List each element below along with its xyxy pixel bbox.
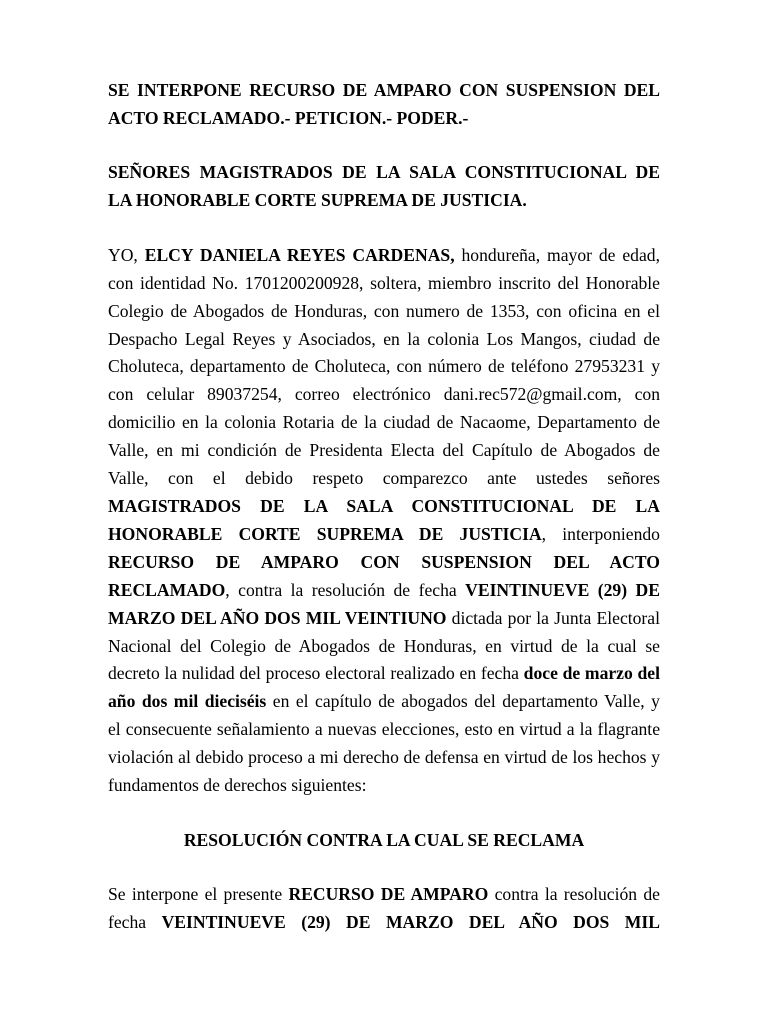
addressee-heading-line: LA HONORABLE CORTE SUPREMA DE JUSTICIA. [108,190,527,211]
resolution-date-part: VEINTINUEVE (29) DE [465,579,660,600]
text-run: dictada por la Junta Electoral [446,607,660,628]
text-run: contra la resolución de [488,884,660,905]
intro-paragraph-line [108,577,660,605]
election-date-part: año dos mil dieciséis [108,691,267,712]
intro-paragraph-line: fundamentos de derechos siguientes: [108,775,367,796]
text-run: decreto la nulidad del proceso electoral realizado en fecha [108,663,524,684]
intro-paragraph-line: Choluteca, departamento de Choluteca, con número de teléfono 27953231 y [108,356,660,377]
election-date-part: doce de marzo del [523,663,660,684]
text-run: Se interpone el presente [108,884,289,905]
text-run: , contra la resolución de fecha [225,579,466,600]
text-run: hondureña, mayor de edad, [454,244,660,265]
addressee-heading-line: SEÑORES MAGISTRADOS DE LA SALA CONSTITUCIONAL DE [108,162,660,183]
text-run: , interponiendo [541,523,660,544]
addressee-heading [108,159,660,215]
intro-paragraph-line [108,521,660,549]
petition-heading-line: ACTO RECLAMADO.- PETICION.- PODER.- [108,107,469,128]
intro-paragraph [108,242,660,800]
intro-paragraph-line [108,242,660,270]
petition-heading-line: SE INTERPONE RECURSO DE AMPARO CON SUSPENSION DEL [108,80,660,100]
resolution-date-part: VEINTINUEVE (29) DE MARZO DEL AÑO DOS MIL [161,911,660,932]
intro-paragraph-line: Colegio de Abogados de Honduras, con numero de 1353, con oficina en el [108,300,660,321]
intro-paragraph-line: domicilio en la colonia Rotaria de la ciudad de Nacaome, Departamento de [108,412,660,433]
petition-heading [108,77,660,133]
remedy-name-part: RECURSO DE AMPARO CON SUSPENSION DEL ACTO [108,551,660,572]
court-name-part: HONORABLE CORTE SUPREMA DE JUSTICIA [108,523,542,544]
intro-paragraph-line: el consecuente señalamiento a nuevas elecciones, esto en virtud a la flagrante [108,719,660,740]
intro-paragraph-line: Despacho Legal Reyes y Asociados, en la colonia Los Mangos, ciudad de [108,328,660,349]
intro-paragraph-line [108,660,660,688]
remedy-name-part: RECLAMADO [108,579,226,600]
section-heading-resolution [108,827,660,855]
text-run: en el capítulo de abogados del departamento Valle, y [266,691,660,712]
intro-paragraph-line: con identidad No. 1701200200928, soltera, miembro inscrito del Honorable [108,272,660,293]
text-run: fecha [108,911,162,932]
intro-paragraph-line: Valle, en mi condición de Presidenta Electa del Capítulo de Abogados de [108,440,660,461]
document-page [108,77,660,963]
intro-paragraph-line [108,605,660,633]
resolution-date-part: MARZO DEL AÑO DOS MIL VEINTIUNO [108,607,447,628]
text-run: YO, [108,244,145,265]
resolution-paragraph-line [108,881,660,909]
resolution-paragraph [108,881,660,937]
section-heading-text: RESOLUCIÓN CONTRA LA CUAL SE RECLAMA [183,829,585,850]
intro-paragraph-line [108,688,660,716]
intro-paragraph-line: violación al debido proceso a mi derecho de defensa en virtud de los hechos y [108,747,660,768]
remedy-name: RECURSO DE AMPARO [288,884,489,905]
intro-paragraph-line: Valle, con el debido respeto comparezco ante ustedes señores [108,468,660,489]
court-name-part: MAGISTRADOS DE LA SALA CONSTITUCIONAL DE LA [108,495,660,516]
intro-paragraph-line: con celular 89037254, correo electrónico dani.rec572@gmail.com, con [108,384,660,405]
applicant-name: ELCY DANIELA REYES CARDENAS, [144,244,455,265]
resolution-paragraph-line [108,909,660,937]
intro-paragraph-line: Nacional del Colegio de Abogados de Honduras, en virtud de la cual se [108,635,660,656]
